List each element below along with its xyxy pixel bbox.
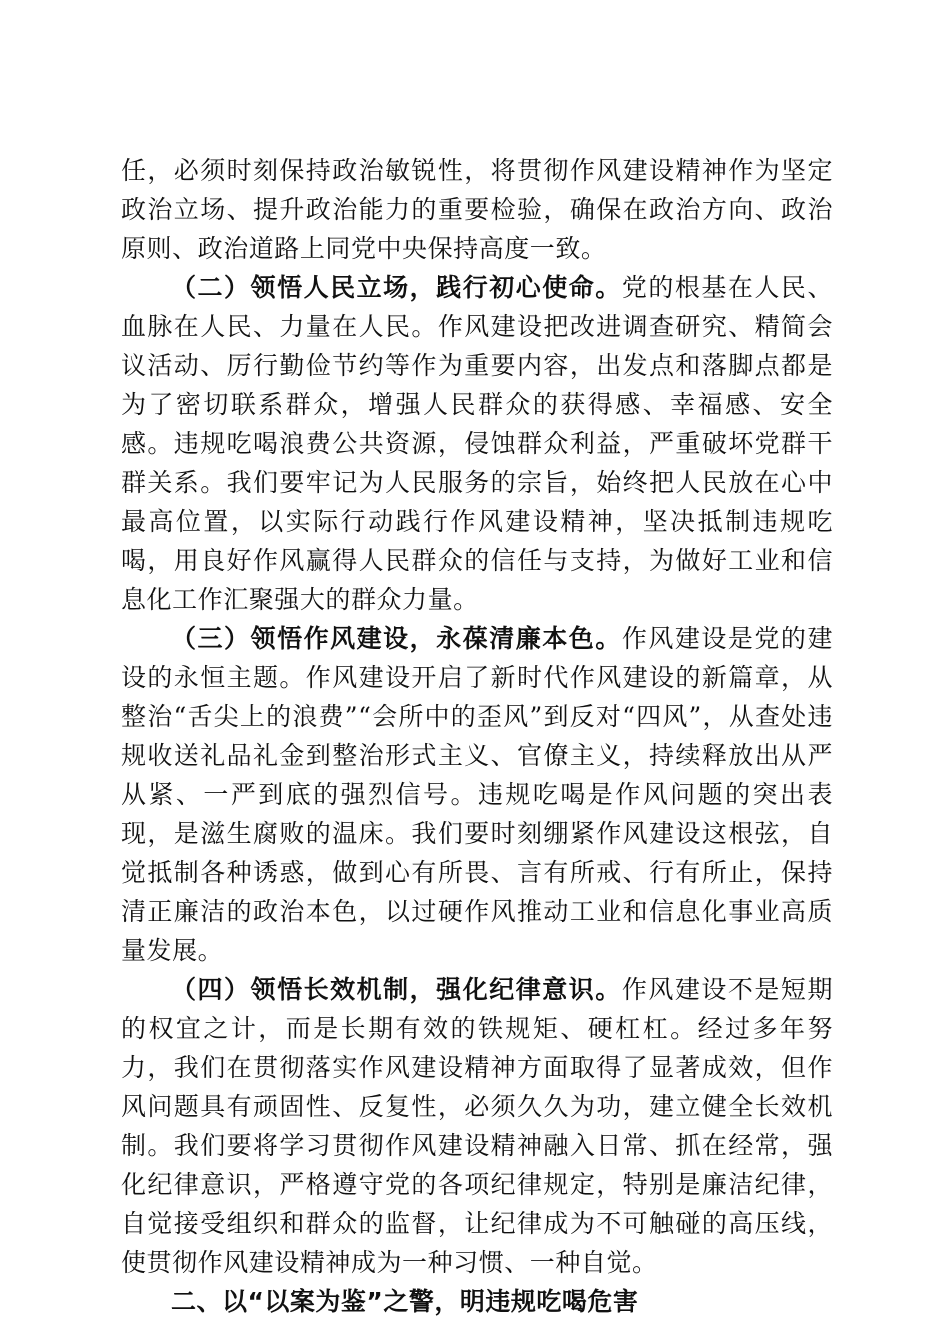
paragraph-text: 党的根基在人民、血脉在人民、力量在人民。作风建设把改进调查研究、精简会议活动、厉行勤俭节约等作为重要内容，出发点和落脚点都是为了密切联系群众，增强人民群众的获得感、幸福感、安全感。违规吃喝浪费公共资源，侵蚀群众利益，严重破坏党群干群关系。我们要牢记为人民服务的宗旨，始终把人民放在心中最高位置，以实际行动践行作风建设精神，坚决抵制违规吃喝，用良好作风赢得人民群众的信任与支持，为做好工业和信息化工作汇聚强大的群众力量。 [121, 273, 833, 614]
section-heading: 二、以“以案为鉴”之警，明违规吃喝危害 [171, 1287, 639, 1316]
paragraph-continuation [121, 151, 833, 268]
paragraph-text: 任，必须时刻保持政治敏锐性，将贯彻作风建设精神作为坚定政治立场、提升政治能力的重要检验，确保在政治方向、政治原则、政治道路上同党中央保持高度一致。 [121, 156, 833, 263]
document-body [121, 151, 833, 1321]
paragraph-work-style [121, 619, 833, 970]
paragraph-lead: （四）领悟长效机制，强化纪律意识。 [171, 975, 622, 1004]
paragraph-text: 作风建设不是短期的权宜之计，而是长期有效的铁规矩、硬杠杠。经过多年努力，我们在贯彻落实作风建设精神方面取得了显著成效，但作风问题具有顽固性、反复性，必须久久为功，建立健全长效机制。我们要将学习贯彻作风建设精神融入日常、抓在经常，强化纪律意识，严格遵守党的各项纪律规定，特别是廉洁纪律，自觉接受组织和群众的监督，让纪律成为不可触碰的高压线，使贯彻作风建设精神成为一种习惯、一种自觉。 [121, 975, 833, 1277]
paragraph-long-term-mechanism [121, 970, 833, 1282]
paragraph-lead: （三）领悟作风建设，永葆清廉本色。 [171, 624, 622, 653]
paragraph-text: 作风建设是党的建设的永恒主题。作风建设开启了新时代作风建设的新篇章，从整治“舌尖上的浪费”“会所中的歪风”到反对“四风”，从查处违规收送礼品礼金到整治形式主义、官僚主义，持续释放出从严从紧、一严到底的强烈信号。违规吃喝是作风问题的突出表现，是滋生腐败的温床。我们要时刻绷紧作风建设这根弦，自觉抵制各种诱惑，做到心有所畏、言有所戒、行有所止，保持清正廉洁的政治本色，以过硬作风推动工业和信息化事业高质量发展。 [121, 624, 833, 965]
paragraph-lead: （二）领悟人民立场，践行初心使命。 [171, 273, 622, 302]
paragraph-people-stance [121, 268, 833, 619]
